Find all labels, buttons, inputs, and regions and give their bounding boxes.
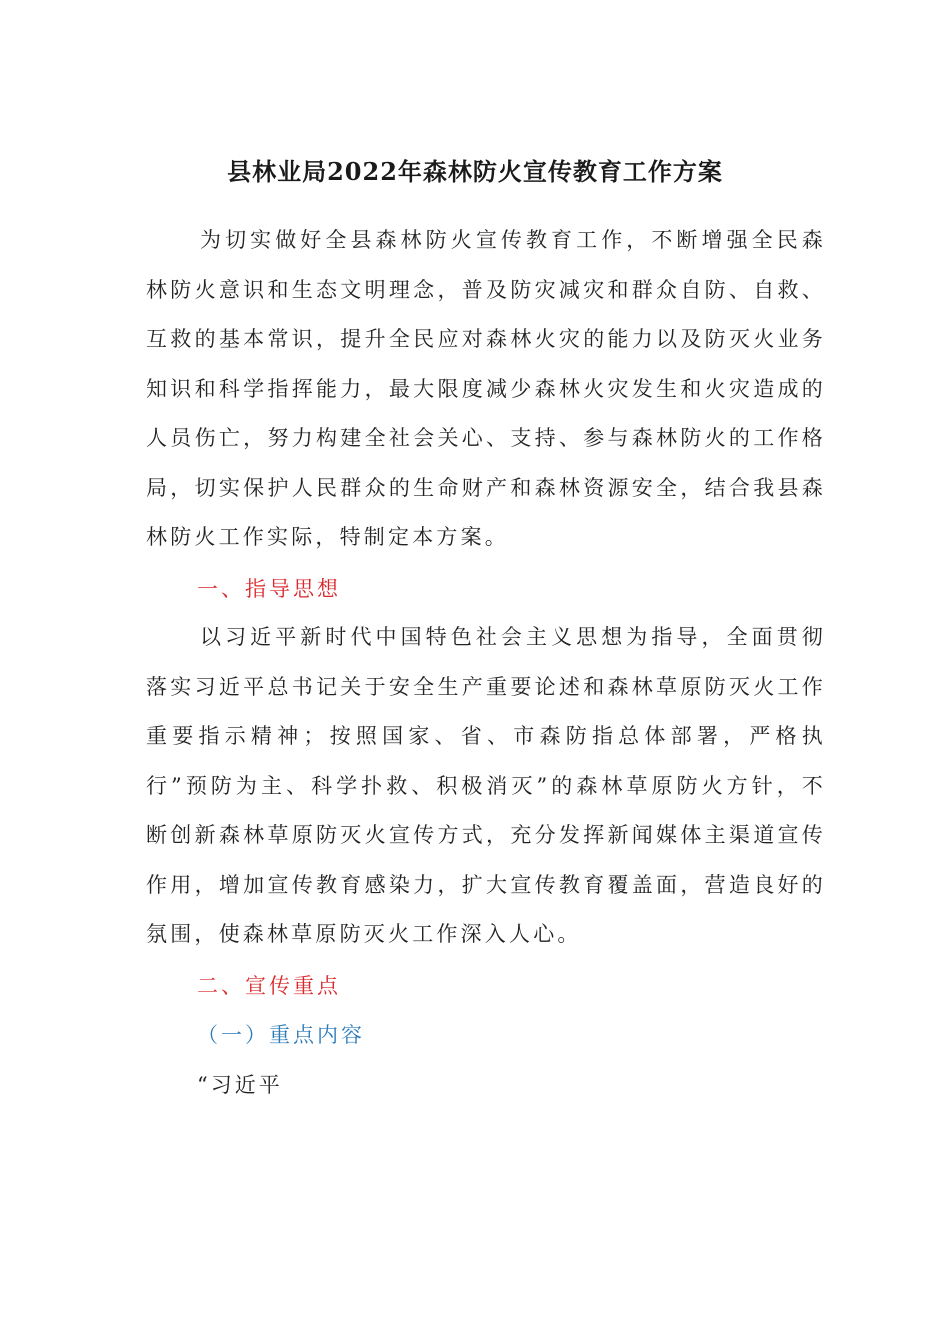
- intro-paragraph: 为切实做好全县森林防火宣传教育工作，不断增强全民森林防火意识和生态文明理念，普及防灾减灾和群众自防、自救、互救的基本常识，提升全民应对森林火灾的能力以及防灭火业务知识和科学指挥能力，最大限度减少森林火灾发生和火灾造成的人员伤亡，努力构建全社会关心、支持、参与森林防火的工作格局，切实保护人民群众的生命财产和森林资源安全，结合我县森林防火工作实际，特制定本方案。: [146, 228, 826, 549]
- section-heading-guiding-ideology: 一、指导思想: [197, 577, 341, 601]
- document-title: 县林业局2022年森林防火宣传教育工作方案: [227, 157, 723, 186]
- subsection-heading-key-content: （一）重点内容: [197, 1023, 365, 1047]
- guiding-ideology-paragraph: 以习近平新时代中国特色社会主义思想为指导，全面贯彻落实习近平总书记关于安全生产重要论述和森林草原防灭火工作重要指示精神；按照国家、省、市森防指总体部署，严格执行”预防为主、科学扑救、积极消灭”的森林草原防火方针，不断创新森林草原防灭火宣传方式，充分发挥新闻媒体主渠道宣传作用，增加宣传教育感染力，扩大宣传教育覆盖面，营造良好的氛围，使森林草原防灭火工作深入人心。: [146, 625, 826, 946]
- key-content-paragraph: “习近平: [197, 1073, 283, 1097]
- section-heading-publicity-focus: 二、宣传重点: [197, 974, 341, 998]
